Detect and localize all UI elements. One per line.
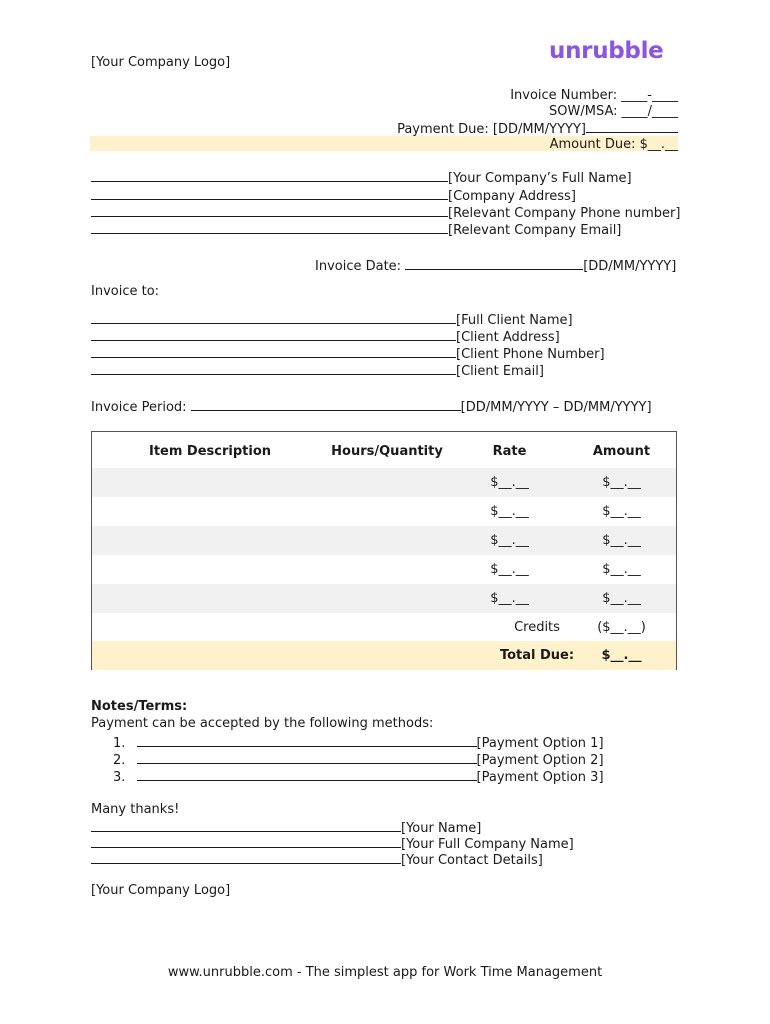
item-amount-cell: $__.__: [602, 562, 641, 577]
client-email-row: [91, 362, 544, 379]
fill-line: [91, 328, 456, 341]
table-row: [92, 526, 676, 555]
item-amount-cell: $__.__: [602, 475, 641, 490]
item-description-cell: [118, 497, 302, 526]
fill-line: [91, 311, 456, 324]
item-quantity-cell: [317, 526, 457, 555]
item-rate-cell: $__.__: [490, 533, 529, 548]
sow-msa: SOW/MSA: ____/____: [549, 104, 678, 119]
item-amount-cell: $__.__: [602, 533, 641, 548]
invoice-period-label: Invoice Period:: [91, 400, 187, 415]
item-rate-cell: $__.__: [490, 475, 529, 490]
client-phone-row: [91, 345, 605, 362]
total-due-label: Total Due:: [499, 648, 575, 663]
item-quantity-cell: [317, 584, 457, 613]
payment-due: [397, 120, 678, 137]
payment-option-1: [113, 734, 604, 751]
your-contact-row: [91, 851, 543, 868]
payment-due-line: [586, 120, 678, 133]
payment-option-number: 1.: [113, 736, 126, 751]
your-name-row: [91, 819, 481, 836]
item-description-cell: [118, 468, 302, 497]
fill-line: [137, 768, 477, 781]
company-phone-row: [91, 204, 680, 221]
notes-intro: Payment can be accepted by the following methods:: [91, 716, 434, 731]
fill-line: [91, 835, 401, 848]
payment-option-label: [Payment Option 1]: [476, 736, 604, 751]
invoice-period-row: [91, 398, 652, 415]
company-full-name: [Your Company’s Full Name]: [448, 171, 632, 186]
invoice-date-value: [DD/MM/YYYY]: [583, 259, 677, 274]
invoice-period-value: [DD/MM/YYYY – DD/MM/YYYY]: [460, 400, 652, 415]
invoice-period-line: [191, 398, 461, 411]
item-rate-cell: $__.__: [490, 504, 529, 519]
invoice-date-line: [405, 257, 583, 270]
fill-line: [91, 851, 401, 864]
unrubble-logo: unrubble: [549, 38, 664, 64]
payment-due-text: Payment Due: [DD/MM/YYYY]: [397, 122, 586, 137]
items-table: [91, 431, 677, 670]
total-due-row: [92, 641, 676, 670]
item-quantity-cell: [317, 555, 457, 584]
credits-label: Credits: [514, 620, 560, 635]
table-row: [92, 468, 676, 497]
fill-line: [137, 734, 477, 747]
table-header-row: [92, 437, 676, 466]
your-name: [Your Name]: [401, 821, 482, 836]
invoice-number: Invoice Number: ____-____: [510, 88, 678, 103]
amount-due: Amount Due: $__.__: [549, 137, 678, 152]
fill-line: [91, 169, 448, 182]
payment-option-number: 3.: [113, 770, 126, 785]
footer-link[interactable]: www.unrubble.com - The simplest app for Work Time Management: [167, 965, 603, 980]
client-email: [Client Email]: [456, 364, 544, 379]
table-row: [92, 555, 676, 584]
invoice-date-label: Invoice Date:: [315, 259, 402, 274]
invoice-date-row: [315, 257, 676, 274]
company-address: [Company Address]: [448, 189, 576, 204]
header-amount: Amount: [592, 444, 651, 459]
item-rate-cell: $__.__: [490, 591, 529, 606]
table-row: [92, 584, 676, 613]
item-quantity-cell: [317, 497, 457, 526]
client-phone: [Client Phone Number]: [456, 347, 605, 362]
fill-line: [91, 362, 456, 375]
fill-line: [91, 221, 448, 234]
credits-value: ($__.__): [597, 620, 646, 635]
table-row: [92, 497, 676, 526]
fill-line: [137, 751, 477, 764]
company-address-row: [91, 187, 576, 204]
fill-line: [91, 204, 448, 217]
company-logo-placeholder: [Your Company Logo]: [91, 55, 231, 70]
bottom-company-logo-placeholder: [Your Company Logo]: [91, 883, 231, 898]
client-name: [Full Client Name]: [456, 313, 573, 328]
your-company-name: [Your Full Company Name]: [401, 837, 574, 852]
header-item-description: Item Description: [148, 444, 272, 459]
your-contact-details: [Your Contact Details]: [401, 853, 543, 868]
item-rate-cell: $__.__: [490, 562, 529, 577]
client-address-row: [91, 328, 560, 345]
fill-line: [91, 819, 401, 832]
item-description-cell: [118, 584, 302, 613]
client-name-row: [91, 311, 573, 328]
client-address: [Client Address]: [456, 330, 560, 345]
fill-line: [91, 345, 456, 358]
credits-row: [92, 613, 676, 642]
item-quantity-cell: [317, 468, 457, 497]
your-company-row: [91, 835, 574, 852]
payment-option-2: [113, 751, 604, 768]
item-description-cell: [118, 555, 302, 584]
total-due-value: $__.__: [601, 648, 642, 663]
many-thanks: Many thanks!: [91, 802, 180, 817]
item-amount-cell: $__.__: [602, 591, 641, 606]
payment-option-3: [113, 768, 604, 785]
fill-line: [91, 187, 448, 200]
header-rate: Rate: [492, 444, 527, 459]
company-email: [Relevant Company Email]: [448, 223, 622, 238]
notes-heading: Notes/Terms:: [91, 699, 188, 714]
header-hours-quantity: Hours/Quantity: [331, 444, 443, 459]
payment-option-label: [Payment Option 2]: [476, 753, 604, 768]
company-phone: [Relevant Company Phone number]: [448, 206, 681, 221]
item-description-cell: [118, 526, 302, 555]
invoice-to-heading: Invoice to:: [91, 284, 160, 299]
company-email-row: [91, 221, 621, 238]
payment-option-label: [Payment Option 3]: [476, 770, 604, 785]
payment-option-number: 2.: [113, 753, 126, 768]
company-full-name-row: [91, 169, 632, 186]
item-amount-cell: $__.__: [602, 504, 641, 519]
